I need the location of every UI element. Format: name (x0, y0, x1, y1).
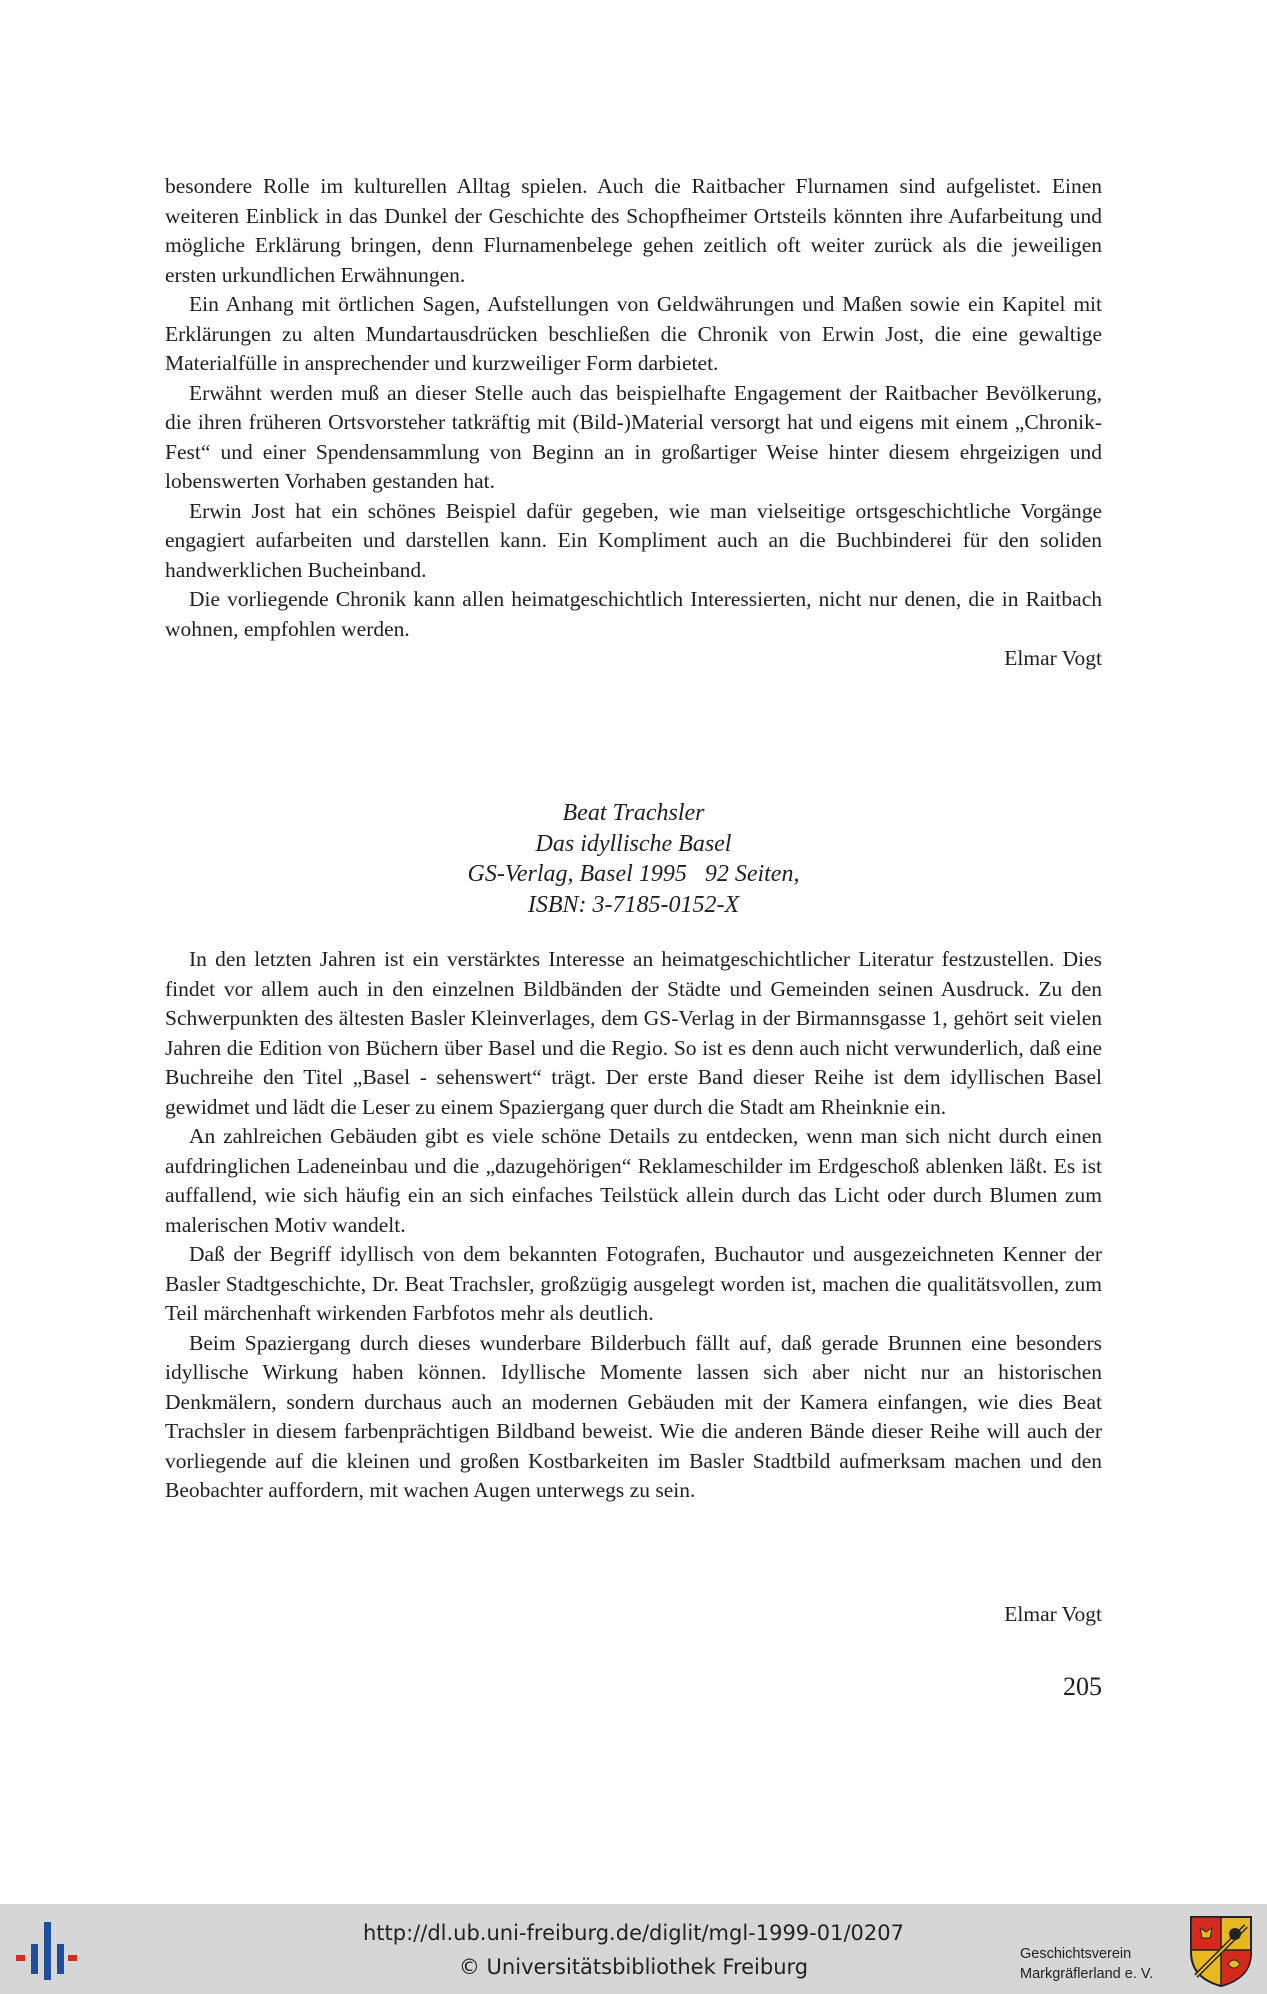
paragraph: Erwin Jost hat ein schönes Beispiel dafür gegeben, wie man vielseitige ortsgeschichtliche Vorgänge engagiert aufarbeiten und darstellen kann. Ein Kompliment auch an die Buchbinderei für den soliden handwerklichen Bucheinband. (165, 498, 1102, 582)
paragraph: Ein Anhang mit örtlichen Sagen, Aufstellungen von Geldwährungen und Maßen sowie ein Kapitel mit Erklärungen zu alten Mundartausdrücken beschließen die Chronik von Erwin Jost, die eine gewaltige Materialfülle in ansprechender und kurzweiliger Form darbietet. (165, 292, 1102, 375)
viewer-footer-bar (0, 1904, 1267, 1994)
society-name-line-1: Geschichtsverein (1020, 1946, 1132, 1962)
paragraph: In den letzten Jahren ist ein verstärktes Interesse an heimatgeschichtlicher Literatur festzustellen. Dies findet vor allem auch in den einzelnen Bildbänden der Städte und Gemeinden seinen Ausdruck. Zu den Schwerpunkten des ältesten Basler Kleinverlages, dem GS-Verlag in der Birmannsgasse 1, gehört seit vielen Jahren die Edition von Büchern über Basel und die Regio. So ist es denn auch nicht verwunderlich, daß eine Buchreihe den Titel „Basel - sehenswert“ trägt. Der erste Band dieser Reihe ist dem idyllischen Basel gewidmet und lädt die Leser zu einem Spaziergang quer durch die Stadt am Rheinknie ein. (165, 947, 1102, 1119)
paragraph: Erwähnt werden muß an dieser Stelle auch das beispielhafte Engagement der Raitbacher Bevölkerung, die ihren früheren Ortsvorsteher tatkräftig mit (Bild-)Material versorgt hat und eigens mit einem „Chronik-Fest“ und einer Spendensammlung von Beginn an in großartiger Weise hinter diesem ehrgeizigen und lobenswerten Vorhaben gestanden hat. (165, 380, 1102, 493)
book-publisher: GS-Verlag, Basel 1995 92 Seiten, (467, 861, 800, 887)
copyright-notice: © Universitätsbibliothek Freiburg (458, 1955, 809, 1979)
book-author: Beat Trachsler (562, 800, 705, 826)
paragraph: Die vorliegende Chronik kann allen heimatgeschichtlich Interessierten, nicht nur denen, die in Raitbach wohnen, empfohlen werden. (165, 587, 1102, 641)
review-2-heading (165, 798, 1102, 920)
review-1-signature: Elmar Vogt (1004, 646, 1102, 670)
paragraph: An zahlreichen Gebäuden gibt es viele schöne Details zu entdecken, wenn man sich nicht durch einen aufdringlichen Ladeneinbau und die „dazugehörigen“ Reklameschilder im Erdgeschoß ablenken läßt. Es ist auffallend, wie sich häufig ein an sich einfaches Teilstück allein durch das Licht oder durch Blumen zum malerischen Motiv wandelt. (165, 1124, 1102, 1237)
review-1-body (165, 172, 1102, 674)
society-name-line-2: Markgräflerland e. V. (1020, 1966, 1154, 1982)
paragraph: Daß der Begriff idyllisch von dem bekannten Fotografen, Buchautor und ausgezeichneten Kenner der Basler Stadtgeschichte, Dr. Beat Trachsler, großzügig ausgelegt worden ist, machen die qualitätsvollen, zum Teil märchenhaft wirkenden Farbfotos mehr als deutlich. (165, 1242, 1102, 1325)
paragraph: Beim Spaziergang durch dieses wunderbare Bilderbuch fällt auf, daß gerade Brunnen eine besonders idyllische Wirkung haben können. Idyllische Momente lassen sich aber nicht nur an historischen Denkmälern, sondern durchaus auch an modernen Gebäuden mit der Kamera einfangen, wie dies Beat Trachsler in diesem farbenprächtigen Bildband beweist. Wie die anderen Bände dieser Reihe will auch der vorliegende auf die kleinen und großen Kostbarkeiten im Basler Stadtbild aufmerksam machen und den Beobachter auffordern, mit wachen Augen unterwegs zu sein. (165, 1330, 1102, 1502)
page-number: 205 (1063, 1672, 1102, 1701)
paragraph: besondere Rolle im kulturellen Alltag spielen. Auch die Raitbacher Flurnamen sind aufgelistet. Einen weiteren Einblick in das Dunkel der Geschichte des Schopfheimer Ortsteils könnten ihre Aufarbeitung und mögliche Erklärung bringen, denn Flurnamenbelege gehen zeitlich oft weiter zurück als die jeweiligen ersten urkundlichen Erwähnungen. (165, 174, 1102, 287)
document-url-link[interactable]: http://dl.ub.uni-freiburg.de/diglit/mgl-1999-01/0207 (362, 1921, 904, 1945)
society-name (1020, 1944, 1153, 1984)
book-isbn: ISBN: 3-7185-0152-X (527, 891, 740, 918)
review-2-body (165, 945, 1102, 1506)
review-2-signature: Elmar Vogt (1004, 1602, 1102, 1626)
society-crest-icon[interactable] (1188, 1914, 1254, 1988)
book-title: Das idyllische Basel (535, 830, 732, 857)
